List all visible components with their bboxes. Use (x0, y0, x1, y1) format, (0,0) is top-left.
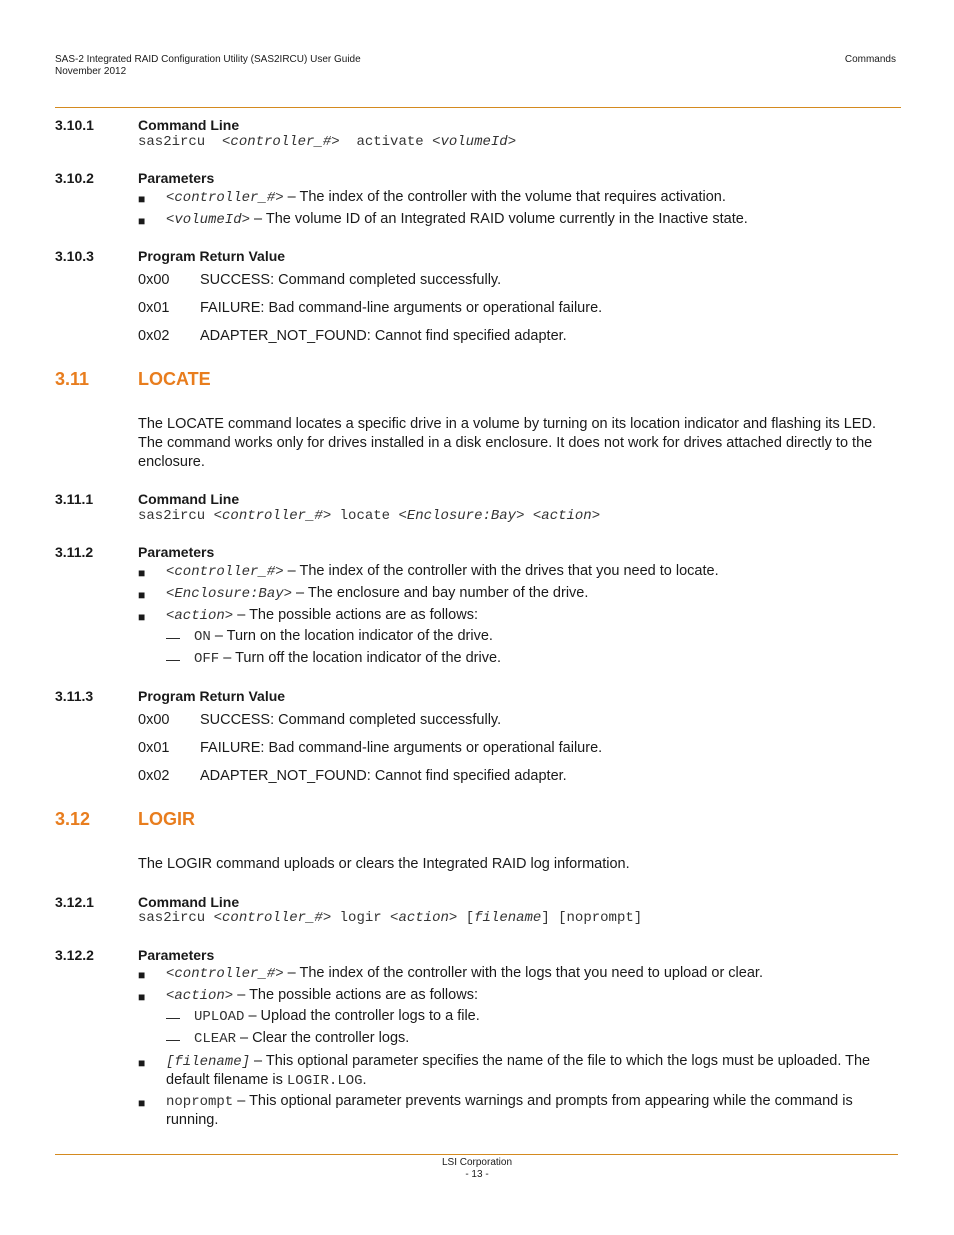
param-code: <Enclosure:Bay> (166, 586, 293, 602)
section-number: 3.11.1 (55, 491, 94, 507)
command-line (138, 508, 600, 524)
cmd-text: > locate < (322, 508, 407, 524)
command-line (138, 134, 516, 150)
action-code: CLEAR (194, 1031, 237, 1047)
list-item (166, 1092, 901, 1129)
section-title: Program Return Value (138, 688, 286, 704)
action-code: ON (194, 629, 211, 645)
cmd-arg: filename (474, 910, 542, 926)
section-title: Command Line (138, 894, 240, 910)
param-desc: – The possible actions are as follows: (233, 607, 478, 623)
page-number: - 13 - (465, 1169, 489, 1180)
chapter-section-title: LOCATE (138, 369, 211, 389)
action-code: UPLOAD (194, 1009, 245, 1025)
return-code: 0x01 (138, 300, 170, 316)
list-item (166, 606, 901, 625)
cmd-text: > (591, 508, 601, 524)
param-code: <controller_#> (166, 966, 284, 982)
param-code: [filename] (166, 1054, 251, 1070)
cmd-text: > [ (448, 910, 475, 926)
section-number: 3.12.2 (55, 947, 94, 963)
cmd-text: > activate < (331, 134, 441, 150)
chapter-section-title: LOGIR (138, 809, 195, 829)
dash-icon: — (166, 651, 180, 667)
dash-icon: — (166, 1031, 180, 1047)
bullet-icon: ■ (138, 192, 146, 206)
cmd-text: sas2ircu < (138, 508, 223, 524)
cmd-arg: action (541, 508, 592, 524)
command-line (138, 910, 642, 926)
dash-icon: — (166, 1009, 180, 1025)
cmd-arg: controller_# (230, 134, 332, 150)
bullet-icon: ■ (138, 1096, 146, 1110)
return-desc: FAILURE: Bad command-line arguments or operational failure. (200, 740, 603, 756)
sub-list-item (194, 1008, 480, 1025)
param-code: noprompt (166, 1094, 234, 1110)
cmd-arg: volumeId (440, 134, 508, 150)
chapter-name: Commands (844, 54, 896, 65)
section-number: 3.10.1 (55, 117, 94, 133)
section-number: 3.10.2 (55, 170, 94, 186)
action-desc: – Turn on the location indicator of the drive. (210, 628, 493, 644)
list-item (166, 210, 901, 229)
sub-list-item (194, 1030, 409, 1047)
section-number: 3.10.3 (55, 248, 94, 264)
return-code: 0x00 (138, 272, 170, 288)
section-number: 3.12.1 (55, 894, 94, 910)
cmd-arg: controller_# (222, 508, 323, 524)
cmd-text: sas2ircu < (138, 910, 223, 926)
bullet-icon: ■ (138, 566, 146, 580)
list-item (166, 584, 901, 603)
document-date: November 2012 (55, 66, 127, 77)
paragraph: The LOGIR command uploads or clears the Integrated RAID log information. (138, 856, 630, 872)
cmd-text: ] [noprompt] (541, 910, 643, 926)
section-title: Command Line (138, 491, 240, 507)
bullet-icon: ■ (138, 588, 146, 602)
param-desc: – The index of the controller with the logs that you need to upload or clear. (283, 965, 763, 981)
bullet-icon: ■ (138, 214, 146, 228)
param-code: <action> (166, 988, 234, 1004)
header-rule (55, 107, 901, 108)
cmd-text: > (507, 134, 517, 150)
return-code: 0x02 (138, 768, 170, 784)
list-item (166, 986, 901, 1005)
section-title: Parameters (138, 170, 215, 186)
cmd-arg: action (398, 910, 449, 926)
action-desc: – Upload the controller logs to a file. (244, 1008, 480, 1024)
section-number: 3.11.3 (55, 688, 94, 704)
footer-rule (55, 1154, 898, 1155)
param-desc: – The enclosure and bay number of the drive. (292, 585, 589, 601)
param-desc: – The volume ID of an Integrated RAID volume currently in the Inactive state. (250, 211, 748, 227)
param-desc: – The index of the controller with the drives that you need to locate. (283, 563, 719, 579)
action-code: OFF (194, 651, 220, 667)
section-title: Parameters (138, 947, 215, 963)
document-title: SAS-2 Integrated RAID Configuration Utility (SAS2IRCU) User Guide (55, 54, 361, 65)
section-title: Command Line (138, 117, 240, 133)
param-code: <volumeId> (166, 212, 251, 228)
return-code: 0x02 (138, 328, 170, 344)
cmd-text: > logir < (322, 910, 399, 926)
bullet-icon: ■ (138, 990, 146, 1004)
cmd-arg: Enclosure:Bay (406, 508, 517, 524)
chapter-section-number: 3.11 (55, 369, 90, 389)
bullet-icon: ■ (138, 610, 146, 624)
param-desc-end: . (362, 1072, 367, 1088)
param-desc: – This optional parameter prevents warnings and prompts from appearing while the command is running. (166, 1093, 853, 1128)
dash-icon: — (166, 629, 180, 645)
cmd-text: sas2ircu < (138, 134, 231, 150)
return-desc: SUCCESS: Command completed successfully. (200, 712, 502, 728)
return-desc: SUCCESS: Command completed successfully. (200, 272, 502, 288)
section-number: 3.11.2 (55, 544, 94, 560)
list-item (166, 1052, 901, 1090)
sub-list-item (194, 628, 493, 645)
bullet-icon: ■ (138, 1056, 146, 1070)
default-filename: LOGIR.LOG (286, 1073, 363, 1089)
bullet-icon: ■ (138, 968, 146, 982)
action-desc: – Turn off the location indicator of the drive. (219, 650, 502, 666)
action-desc: – Clear the controller logs. (236, 1030, 410, 1046)
return-desc: ADAPTER_NOT_FOUND: Cannot find specified adapter. (200, 768, 567, 784)
sub-list-item (194, 650, 501, 667)
list-item (166, 964, 901, 983)
param-code: <controller_#> (166, 190, 284, 206)
section-title: Parameters (138, 544, 215, 560)
return-desc: ADAPTER_NOT_FOUND: Cannot find specified adapter. (200, 328, 567, 344)
cmd-text: > < (516, 508, 542, 524)
chapter-section-number: 3.12 (55, 809, 91, 829)
return-code: 0x01 (138, 740, 170, 756)
param-code: <controller_#> (166, 564, 284, 580)
list-item (166, 188, 901, 207)
footer-company: LSI Corporation (441, 1157, 513, 1168)
return-code: 0x00 (138, 712, 170, 728)
param-desc: – The possible actions are as follows: (233, 987, 478, 1003)
param-desc: – The index of the controller with the volume that requires activation. (283, 189, 726, 205)
return-desc: FAILURE: Bad command-line arguments or operational failure. (200, 300, 603, 316)
paragraph: The LOCATE command locates a specific drive in a volume by turning on its location indicator and flashing its LED. The command works only for drives installed in a disk enclosure. It does not work for drives attached directly to the enclosure. (138, 416, 876, 470)
cmd-arg: controller_# (222, 910, 323, 926)
list-item (166, 562, 901, 581)
param-desc: – This optional parameter specifies the name of the file to which the logs must be uploaded. The default filename is (166, 1053, 871, 1088)
param-code: <action> (166, 608, 234, 624)
section-title: Program Return Value (138, 248, 286, 264)
